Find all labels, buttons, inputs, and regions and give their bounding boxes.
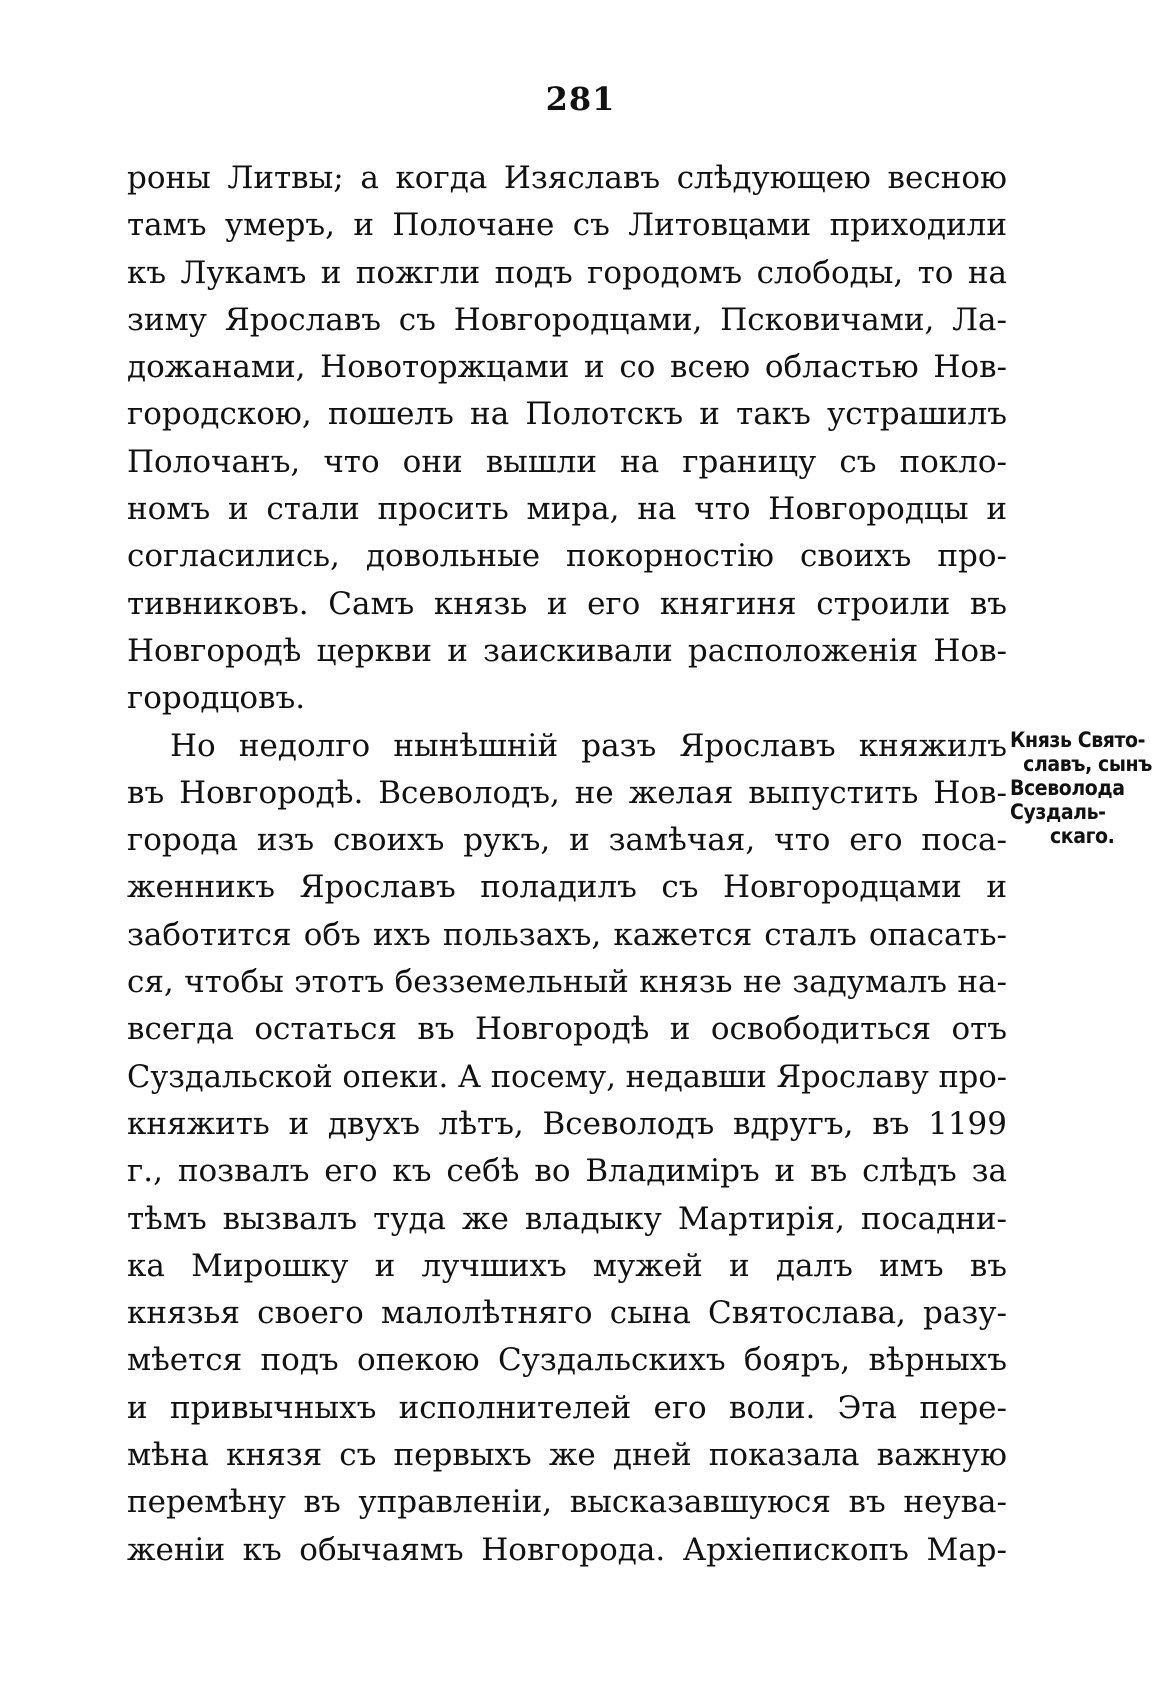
text-line: г., позвалъ его къ себѣ во Владиміръ и въ слѣдъ за xyxy=(127,1153,1007,1190)
text-line: Полочанъ, что они вышли на границу съ покло- xyxy=(127,443,1007,480)
text-line: Суздальской опеки. А посему, недавши Ярославу про- xyxy=(127,1059,1007,1095)
text-line: ка Мирошку и лучшихъ мужей и далъ имъ въ xyxy=(127,1247,1007,1284)
text-line: князья своего малолѣтняго сына Святослава, разу- xyxy=(127,1295,1007,1332)
text-line: города изъ своихъ рукъ, и замѣчая, что его поса- xyxy=(127,822,1007,859)
margin-note-line: Всеволода xyxy=(1010,776,1125,800)
page-number: 281 xyxy=(545,80,616,118)
text-line: княжить и двухъ лѣтъ, Всеволодъ вдругъ, въ 1199 xyxy=(127,1105,1007,1142)
margin-note-line: скаго. xyxy=(1050,824,1115,848)
text-line: городцовъ. xyxy=(127,680,306,717)
text-line: зиму Ярославъ съ Новгородцами, Псковичами, Ла- xyxy=(127,301,1007,338)
margin-note-line: славъ, сынъ xyxy=(1023,752,1152,776)
text-line: въ Новгородѣ. Всеволодъ, не желая выпустить Нов- xyxy=(127,774,1007,811)
text-line: перемѣну въ управленіи, высказавшуюся въ неува- xyxy=(127,1484,1007,1521)
text-line: тамъ умеръ, и Полочане съ Литовцами приходили xyxy=(127,207,1007,244)
text-line: городскою, пошелъ на Полотскъ и такъ устрашилъ xyxy=(127,396,1007,433)
paragraph-start-line: Но недолго нынѣшній разъ Ярославъ княжилъ xyxy=(170,727,1007,764)
margin-note-line: Суздаль- xyxy=(1010,800,1106,824)
text-line: женникъ Ярославъ поладилъ съ Новгородцами и xyxy=(127,869,1007,906)
text-line: тѣмъ вызвалъ туда же владыку Мартирія, посадни- xyxy=(127,1200,1007,1237)
text-line: номъ и стали просить мира, на что Новгородцы и xyxy=(127,491,1007,528)
text-line: и привычныхъ исполнителей его воли. Эта пере- xyxy=(127,1389,1007,1426)
text-line: заботится объ ихъ пользахъ, кажется сталъ опасать- xyxy=(127,916,1007,953)
text-line: мѣна князя съ первыхъ же дней показала важную xyxy=(127,1437,1007,1474)
text-line: мѣется подъ опекою Суздальскихъ бояръ, вѣрныхъ xyxy=(127,1342,1007,1379)
margin-note xyxy=(1010,728,1160,848)
text-line: тивниковъ. Самъ князь и его княгиня строили въ xyxy=(127,585,1007,622)
text-line: дожанами, Новоторжцами и со всею областью Нов- xyxy=(127,349,1007,386)
text-line: всегда остаться въ Новгородѣ и освободиться отъ xyxy=(127,1011,1007,1048)
text-line: согласились, довольные покорностію своихъ про- xyxy=(127,538,1007,575)
body-text xyxy=(127,155,1007,1574)
text-line: ся, чтобы этотъ безземельный князь не задумалъ на- xyxy=(127,964,1007,1001)
text-line: къ Лукамъ и пожгли подъ городомъ слободы, то на xyxy=(127,254,1007,291)
text-line: Новгородѣ церкви и заискивали расположенія Нов- xyxy=(127,632,1007,669)
margin-note-line: Князь Свято- xyxy=(1010,728,1146,752)
text-line: роны Литвы; а когда Изяславъ слѣдующею весною xyxy=(127,160,1007,196)
text-line: женіи къ обычаямъ Новгорода. Архіепископъ Мар- xyxy=(127,1531,1007,1568)
